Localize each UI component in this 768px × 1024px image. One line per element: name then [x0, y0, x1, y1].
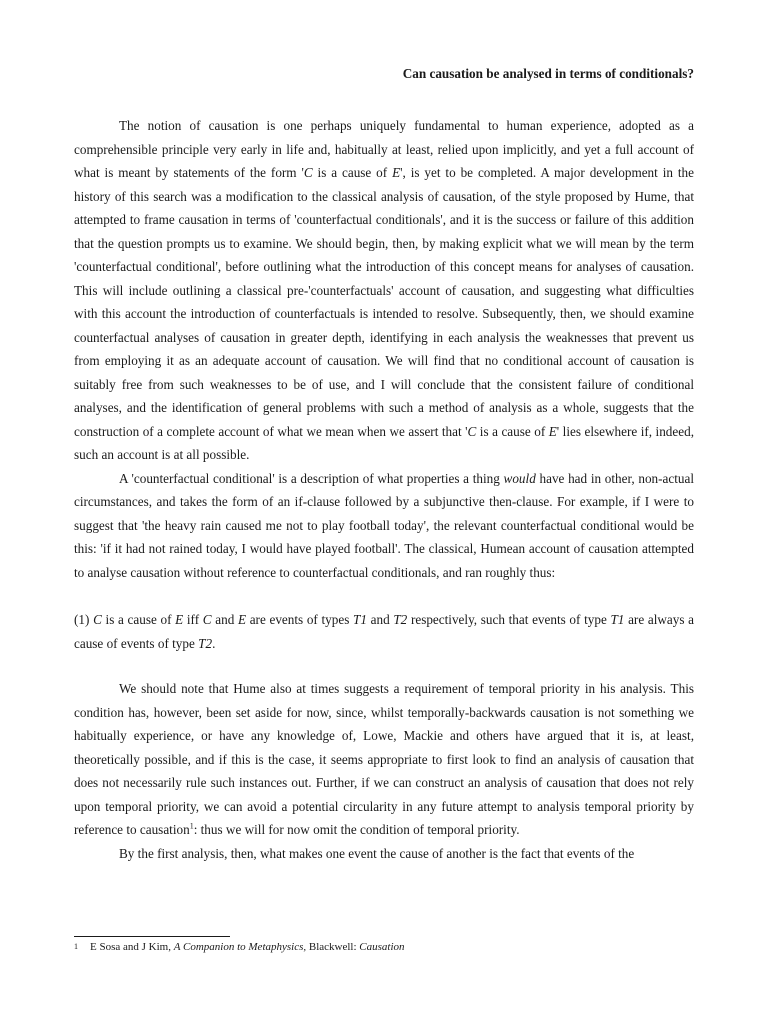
p2-would: would: [503, 470, 536, 486]
def1-e2: E: [237, 612, 247, 627]
p2-text-a: A 'counterfactual conditional' is a description of what properties a thing: [119, 470, 504, 486]
p1-text-b: is a cause of: [312, 165, 393, 180]
footnote-chapter: Causation: [359, 941, 405, 953]
body-text: [74, 114, 694, 865]
def1-num: (1): [74, 612, 94, 627]
footnote-text-a: E Sosa and J Kim,: [90, 941, 174, 953]
p1-text-a: The notion of causation is one perhaps uniquely fundamental to human experience, adopted as a comprehensible principle very early in life and, habitually at least, relied upon implicitly, and yet a full account of what is meant by statements of the form ': [74, 118, 694, 180]
spacer: [74, 584, 694, 608]
footnote: [74, 940, 694, 954]
def1-h: .: [212, 635, 216, 651]
paragraph-4: By the first analysis, then, what makes one event the cause of another is the fact that events of the: [119, 845, 635, 861]
def1-t2b: T2: [198, 635, 213, 651]
def1-g: are always a cause of events of type: [74, 612, 694, 651]
def1-c: C: [93, 612, 102, 627]
spacer: [74, 655, 694, 677]
def1-t2: T2: [393, 612, 408, 627]
footnote-divider: [74, 936, 230, 937]
paragraph-1: [74, 114, 694, 467]
p1-text-g: ' lies elsewhere if, indeed, such an account is at all possible.: [74, 423, 694, 462]
paragraph-3: [74, 677, 694, 842]
p1-var-c2: C: [467, 423, 477, 439]
def1-d: are events of types: [246, 612, 354, 627]
p1-var-c: C: [303, 165, 313, 180]
def1-t1: T1: [353, 612, 367, 627]
def1-and: and: [211, 612, 238, 627]
def1-f: respectively, such that events of type: [407, 612, 611, 627]
footnote-number: 1: [74, 942, 78, 951]
paragraph-2: [74, 467, 694, 585]
p3-text-b: : thus we will for now omit the condition of temporal priority.: [193, 822, 520, 837]
p2-text-b: have had in other, non-actual circumstances, and takes the form of an if-clause followed by a subjunctive then-clause. For example, if I were to suggest that 'the heavy rain caused me not to play football today', the relevant counterfactual conditional would be this: 'if it had not rained today, I would have played football'. The classical, Humean account of causation attempted to analyse causation without reference to counterfactual conditionals, and ran roughly thus:: [74, 470, 694, 580]
p3-text-a: We should note that Hume also at times suggests a requirement of temporal priority in his analysis. This condition has, however, been set aside for now, since, whilst temporally-backwards causation is not something we habitually experience, or have any knowledge of, Lowe, Mackie and others have argued that it is, at least, theoretically possible, and if this is the case, it seems appropriate to first look to find an analysis of causation that does not necessarily rule such instances out. Further, if we can construct an analysis of causation that does not rely upon temporal priority, we can avoid a potential circularity in any future attempt to analysis temporal priority by reference to causation: [74, 681, 694, 837]
def1-a: is a cause of: [101, 612, 176, 627]
p1-var-e: E: [392, 165, 401, 180]
def1-t1b: T1: [610, 612, 625, 627]
page-title: Can causation be analysed in terms of conditionals?: [402, 66, 694, 81]
footnote-text-b: Blackwell:: [306, 941, 360, 953]
def1-e: E: [175, 612, 184, 627]
footnote-ref[interactable]: 1: [189, 821, 194, 831]
footnote-book-title: A Companion to Metaphysics,: [173, 941, 307, 953]
def1-c2: C: [202, 612, 212, 627]
p1-var-e2: E: [548, 423, 557, 439]
p1-text-f: is a cause of: [476, 423, 549, 439]
p1-text-d: ', is yet to be completed. A major development in the history of this search was a modification to the classical analysis of causation, of the style proposed by Hume, that attempted to frame causation in terms of 'counterfactual conditionals', and it is the success or failure of this addition that the question prompts us to examine. We should begin, then, by making explicit what we will mean by the term 'counterfactual conditional', before outlining what the introduction of this concept means for analyses of causation. This will include outlining a classical pre-'counterfactuals' account of causation, and suggesting what difficulties with this account the introduction of counterfactuals is intended to resolve. Subsequently, then, we should examine counterfactual analyses of causation in greater depth, identifying in each analysis the weaknesses that prevent us from employing it as an adequate account of causation. We will find that no conditional account of causation is suitably free from such weaknesses to be of use, and I will conclude that the consistent failure of conditional analyses, and the identification of general problems with such a method of analysis as a whole, suggests that the construction of a complete account of what we mean when we assert that ': [74, 165, 694, 439]
definition-1: [74, 608, 694, 655]
def1-and2: and: [366, 612, 394, 627]
def1-b: iff: [183, 612, 203, 627]
